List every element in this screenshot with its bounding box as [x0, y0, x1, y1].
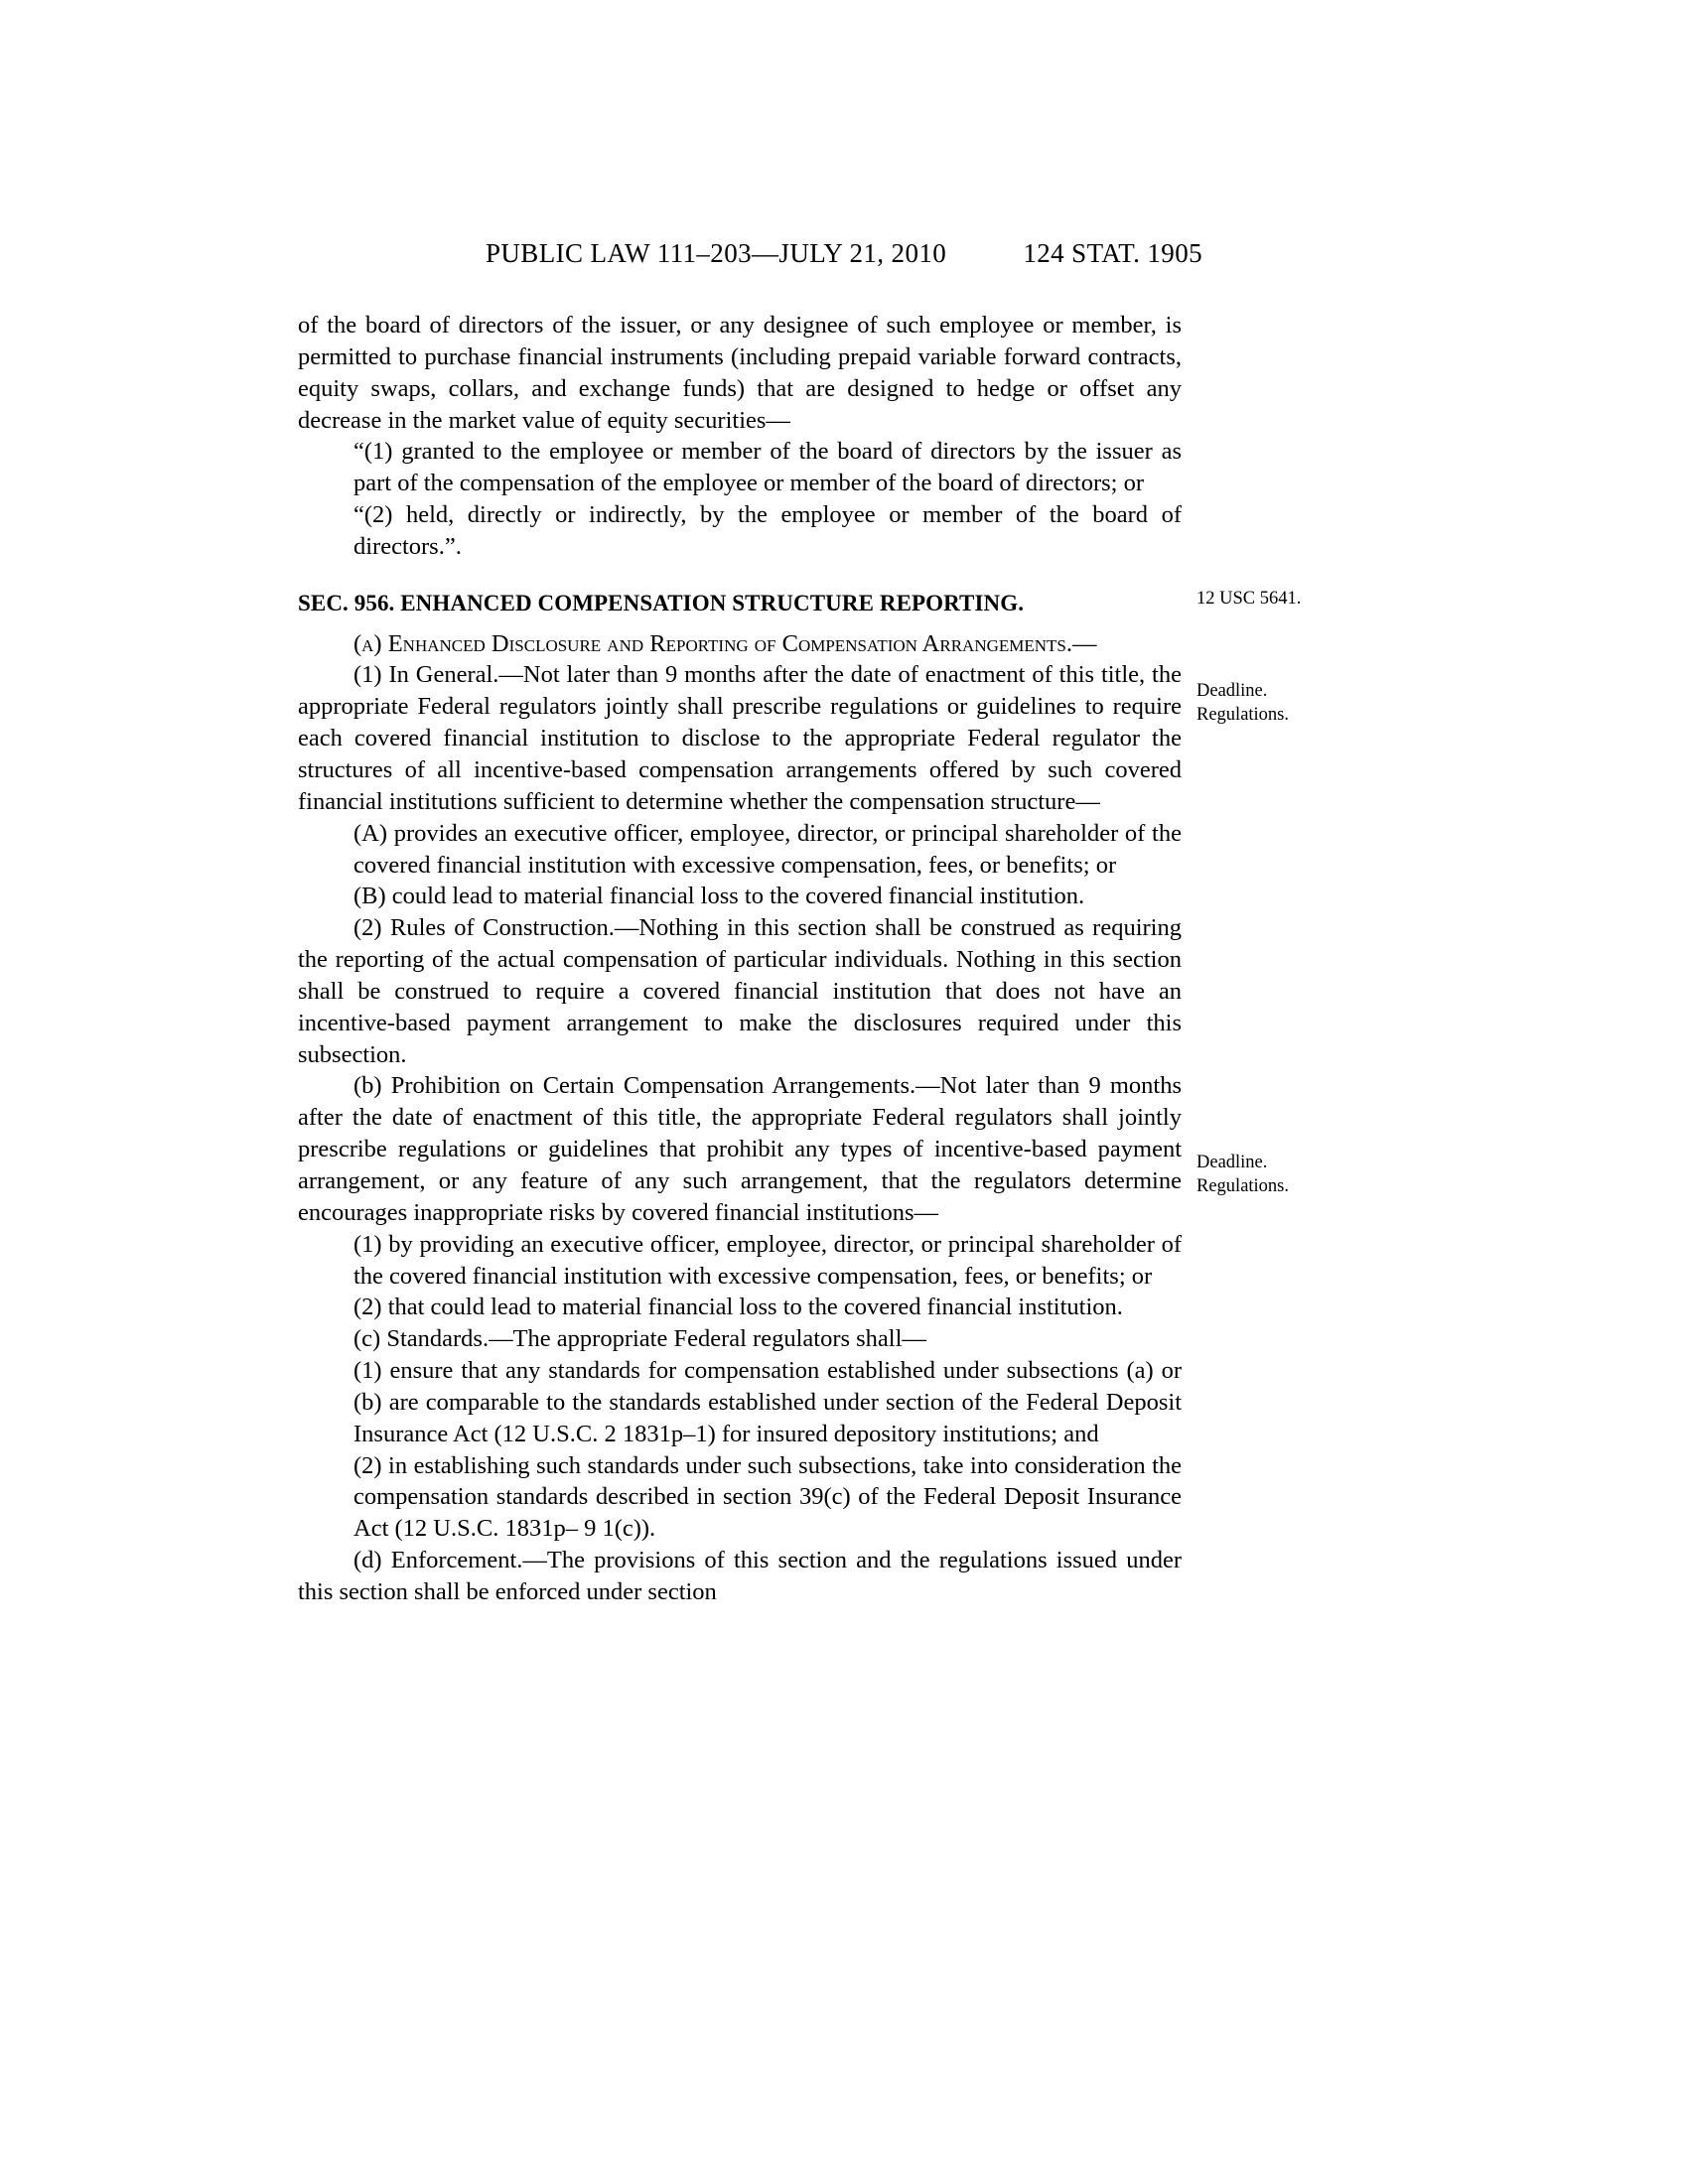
margin-note-deadline-1-line1: Deadline. [1196, 681, 1268, 701]
quoted-clause-2: “(2) held, directly or indirectly, by the employee or member of the board of directors.”. [353, 501, 1182, 560]
header-public-law: PUBLIC LAW 111–203—JULY 21, 2010 [485, 238, 947, 268]
quoted-clause-1: “(1) granted to the employee or member of the board of directors by the issuer as part of the compensation of the employee or member of the board of directors; or [353, 438, 1182, 497]
paragraph-b-2: (2) that could lead to material financial loss to the covered financial institution. [353, 1294, 1123, 1321]
subsection-b: (b) Prohibition on Certain Compensation Arrangements.—Not later than 9 months after the date of enactment of this title, the appropriate Federal regulators shall jointly prescribe regulations or guidelines that prohibit any types of incentive-based payment arrangement, or any feature of any such arrangement, that the regulators determine encourages inappropriate risks by covered financial institutions— [298, 1072, 1182, 1226]
paragraph-continuation: of the board of directors of the issuer, or any designee of such employee or member, is permitted to purchase financial instruments (including prepaid variable forward contracts, equity swaps, collars, and exchange funds) that are designed to hedge or offset any decrease in the market value of equity securities— [298, 312, 1182, 434]
margin-note-deadline-2-line1: Deadline. [1196, 1153, 1268, 1172]
margin-note-deadline-2 [1196, 1152, 1494, 1198]
subsection-a: (a) Enhanced Disclosure and Reporting of Compensation Arrangements.— [353, 629, 1097, 657]
subparagraph-a-1-B: (B) could lead to material financial loss to the covered financial institution. [353, 883, 1085, 910]
subsection-c: (c) Standards.—The appropriate Federal regulators shall— [353, 1325, 926, 1353]
paragraph-a-2: (2) Rules of Construction.—Nothing in this section shall be construed as requiring the reporting of the actual compensation of particular individuals. Nothing in this section shall be construed to require a covered financial institution that does not have an incentive-based payment arrangement to make the disclosures required under this subsection. [298, 914, 1182, 1068]
subsection-d: (d) Enforcement.—The provisions of this section and the regulations issued under this section shall be enforced under section [298, 1547, 1182, 1605]
margin-note-deadline-2-line2: Regulations. [1196, 1175, 1290, 1196]
header-stat-citation: 124 STAT. 1905 [1023, 238, 1203, 268]
paragraph-c-2: (2) in establishing such standards under such subsections, take into consideration the compensation standards described in section 39(c) of the Federal Deposit Insurance Act (12 U.S.C. 1831p– 9 1(c)). [353, 1451, 1182, 1543]
margin-note-usc-text: 12 USC 5641. [1196, 589, 1302, 609]
margin-note-usc [1196, 588, 1494, 612]
main-text-column [298, 310, 1182, 1608]
section-heading: SEC. 956. ENHANCED COMPENSATION STRUCTURE REPORTING. [298, 590, 1025, 615]
page-header [0, 238, 1688, 269]
paragraph-a-1: (1) In General.—Not later than 9 months after the date of enactment of this title, the appropriate Federal regulators jointly shall prescribe regulations or guidelines to require each covered financial institution to disclose to the appropriate Federal regulator the structures of all incentive-based compensation arrangements offered by such covered financial institutions sufficient to determine whether the compensation structure— [298, 661, 1182, 815]
paragraph-b-1: (1) by providing an executive officer, employee, director, or principal shareholder of the covered financial institution with excessive compensation, fees, or benefits; or [353, 1230, 1182, 1290]
margin-note-deadline-1 [1196, 680, 1494, 727]
margin-note-deadline-1-line2: Regulations. [1196, 704, 1290, 725]
subparagraph-a-1-A: (A) provides an executive officer, employee, director, or principal shareholder of the covered financial institution with excessive compensation, fees, or benefits; or [353, 819, 1182, 879]
paragraph-c-1: (1) ensure that any standards for compensation established under subsections (a) or (b) are comparable to the standards established under section of the Federal Deposit Insurance Act (12 U.S.C. 2 1831p–1) for insured depository institutions; and [353, 1357, 1182, 1447]
